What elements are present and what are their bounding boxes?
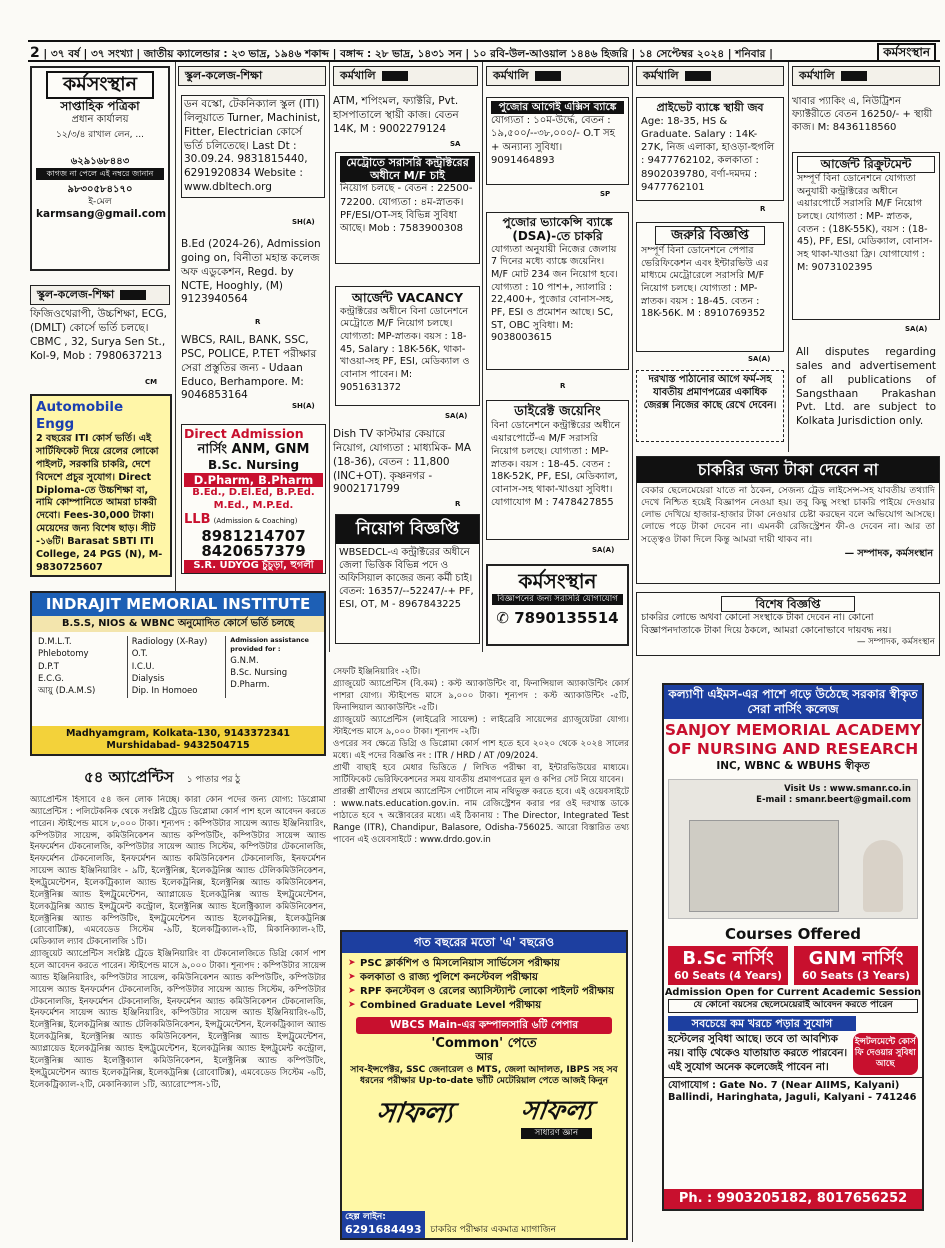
safal-wbcs: WBCS Main-এর কম্পালসারি ৬টি পেপার bbox=[356, 1017, 612, 1034]
exam-item: ➤ RPF কনস্টেবল ও রেলের অ্যাসিস্ট্যান্ট লোকো পাইলট পরীক্ষায় bbox=[348, 986, 615, 997]
automobile-body: 2 বছরের ITI কোর্স ভর্তি। এই সার্টিফিকেট দিয়ে রেলের লোকো পাইলট, সরকারি চাকরি, দেশে বিদেশে প্রচুর সুযোগ। Direct Diploma-তে উচ্চশিক্ষা বা, নামি কোম্পানিতে আমরা চাকরী দেবো। Fees-30,000 টাকা। মেয়েদের জন্য বিশেষ ছাড়। সীট -১৬টি। Barasat SBTI ITI College, 24 PGS (N), M-9830725607 bbox=[36, 432, 163, 574]
sanjoy-open2: যে কোনো বয়সের ছেলেমেয়েরাই আবেদন করতে পারেন bbox=[668, 999, 918, 1012]
course-item: D.Pharm. bbox=[230, 680, 270, 691]
apprentice-continued: সেফটি ইঞ্জিনিয়ারিং -২টি। গ্র্যাজুয়েট অ্যাপ্রেন্টিস (বি.কম) : কস্ট অ্যাকাউন্টিং বা, ফিনান্সিয়াল অ্যাকাউন্টিং কোর্স পাশরা যোগ্য। স্টাইপেন্ড মাসে ৯,০০০ টাকা। শূন্যপদ : কস্ট অ্যাকাউন্টিং -৫টি, ফিনান্সিয়াল অ্যাকাউন্টিং -৫টি। গ্র্যাজুয়েট অ্যাপ্রেন্টিস (লাইব্রেরি সায়েন্স) : লাইব্রেরি সায়েন্সের গ্র্যাজুয়েটরা যোগ্য। স্টাইপেন্ড মাসে ৯,০০০ টাকা। শূন্যপদ -২টি। ওপরের সব ক্ষেত্রে ডিগ্রি ও ডিপ্লোমা কোর্স পাশ হতে হবে ২০২০ থেকে ২০২৪ সালের মধ্যে। এই পদের বিজ্ঞপ্তি নং : ITR / HRD / AT /09/2024. প্রার্থী বাছাই হবে মেধার ভিত্তিতে / লিখিত পরীক্ষা বা, ইন্টারভিউয়ের মাধ্যমে। সার্টিফিকেট ভেরিফিকেশনের সময় যাবতীয় প্রমাণপত্রের মূল ও কপির সেট নিয়ে যাবেন। প্রারম্ভী প্রার্থীদের প্রথমে অ্যাপ্রেন্টিস পোর্টালে নাম নথিভুক্ত করতে হবে। এই ওয়েবসাইটে : www.nats.education.gov.in. নাম রেজিস্ট্রেশন করার পর ওই দরখাস্ত ডাকে পাঠাতে হবে ৭ অক্টোবরের মধ্যে। এই ঠিকানায় : The Director, Integrated Test Range (ITR), Chandipur, Balasore, Odisha-756025. আরো বিস্তারিত তথ্য পাবেন এই ওয়েবসাইটে : www.drdo.gov.in bbox=[333, 667, 629, 846]
warning-title: চাকরির জন্য টাকা দেবেন না bbox=[637, 457, 939, 483]
metro-body: নিয়োগ চলছে - বেতন : 22500-72200. যোগ্যতা : ৪ম-স্নাতক। PF/ESI/OT-সহ বিভিন্ন সুবিধা আছে। Mob : 7583900308 bbox=[340, 183, 473, 234]
indrajit-ad bbox=[30, 591, 326, 756]
indrajit-footer: Madhyamgram, Kolkata-130, 9143372341 Murshidabad- 9432504715 bbox=[32, 726, 324, 754]
course-item: আয়ু (D.A.M.S) bbox=[38, 686, 96, 697]
section-karm-col4: কর্মখালি bbox=[486, 66, 629, 86]
karm-ad-phone: ✆ 7890135514 bbox=[496, 608, 619, 627]
urgent-recruitment-ad bbox=[792, 152, 940, 320]
urgent-notice-ad bbox=[636, 222, 784, 352]
da-title: Direct Admission bbox=[184, 426, 304, 441]
header-dateline: | ৩৭ বর্ষ | ৩৭ সংখ্যা | জাতীয় ক্যালেন্ডার : ২৩ ভাদ্র, ১৯৪৬ শকাব্দ | বঙ্গাব্দ : ২৮ ভাদ্র, ১৪৩১ সন | ১০ রবি-উল-আওয়াল ১৪৪৬ হিজরি | ১৪ সেপ্টেম্বর ২০২৪ | শনিবার | bbox=[43, 48, 773, 60]
indrajit-sub: B.S.S, NIOS & WBNC অনুমোদিত কোর্সে ভর্তি চলছে bbox=[32, 616, 324, 632]
tag-saa4: SA(A) bbox=[905, 325, 928, 333]
masthead-email: karmsang@gmail.com bbox=[36, 207, 167, 220]
course-item: I.C.U. bbox=[131, 661, 155, 672]
masthead-phone2: ৯৮৩০৫৮৪১৭০ bbox=[67, 184, 133, 195]
sanjoy-course-boxes bbox=[664, 944, 922, 988]
arrow-icon: ➤ bbox=[348, 1000, 356, 1010]
section-karm-col6: কর্মখালি bbox=[792, 66, 940, 86]
niyog-body: WBSEDCL-এ কন্ট্রাক্টরের অধীনে জেলা ভিত্তিক বিভিন্ন পদে ও অফিসিয়াল কাজের জন্য কর্মী চাই। বেতন: 16357/--52247/-+ PF, ESI, OT, M - 8967843225 bbox=[339, 547, 474, 610]
section-school-col2: স্কুল-কলেজ-শিক্ষা bbox=[178, 66, 326, 86]
special-sign: — সম্পাদক, কর্মসংস্থান bbox=[856, 637, 935, 648]
special-body: চাকরির লোভে অথবা কোনো সংস্থাকে টাকা দেবেন না। কোনো বিজ্ঞাপনদাতাকে টাকা দিয়ে ঠকলে, আমরা কোনোভাবে দায়বদ্ধ নয়। bbox=[641, 612, 892, 636]
safal-ar: আর bbox=[475, 1052, 493, 1064]
direct-admission-ad bbox=[181, 424, 326, 574]
arrow-icon: ➤ bbox=[348, 972, 356, 982]
apprentice-heading: ৫৪ অ্যাপ্রেন্টিস ১ পাতার পর ঠু bbox=[84, 768, 241, 786]
masthead-note: কাগজ না পেলে এই নম্বরে জানান bbox=[36, 168, 164, 180]
xerox-note bbox=[636, 370, 784, 442]
tag-saa3: SA(A) bbox=[748, 355, 771, 363]
header-brand: কর্মসংস্থান bbox=[877, 43, 936, 62]
automobile-ad bbox=[30, 394, 172, 577]
special-title: বিশেষ বিজ্ঞপ্তি bbox=[721, 596, 855, 612]
dishtv-ad: Dish TV কাস্টমার কেয়ারে নিয়োগ, যোগ্যতা : মাধ্যমিক- MA (18-36), বেতন : 11,800 (INC+OT). কৃষ্ণনগর - 9002171799 bbox=[333, 428, 472, 496]
arrow-icon: ➤ bbox=[348, 986, 356, 996]
page-header bbox=[28, 40, 940, 62]
section-karm-col3: কর্মখালি bbox=[333, 66, 478, 86]
tag-saa1: SA(A) bbox=[445, 412, 468, 420]
recruit-body: সম্পূর্ণ বিনা ডোনেশনে যোগ্যতা অনুযায়ী কন্ট্রাক্টরের অধীনে এয়ারপোর্টে সরাসরি M/F নিয়োগ চলছে। যোগ্যতা : MP- স্নাতক, বেতন : (18K-55K), বয়স : (18-45), PF, ESI, মেডিক্যাল, বোনাস-সহ থাকা-খাওয়া ফ্রি। যোগাযোগ : M: 9073102395 bbox=[797, 173, 933, 273]
vacancy-body: কন্ট্রাক্টরের অধীনে বিনা ডোনেশনে মেট্রোতে M/F নিয়োগ চলছে। যোগ্যতা: MP-স্নাতক। বয়স : 18-45, Salary : 18K-56K, থাকা-খাওয়া-সহ PF, ESI, মেডিক্যাল ও বোনাস পাবেন। M: 9051631372 bbox=[340, 305, 470, 393]
sanjoy-hostel-row bbox=[664, 1031, 922, 1077]
course-item: G.N.M. bbox=[230, 655, 259, 666]
special-notice bbox=[636, 592, 940, 656]
course-item: E.C.G. bbox=[38, 673, 64, 684]
indrajit-col3: Admission assistance provided for : G.N.M. B.Sc. Nursing D.Pharm. bbox=[225, 636, 318, 698]
exam-item: ➤ PSC ক্লার্কশিপ ও মিসলেনিয়াস সার্ভিসেস পরীক্ষায় bbox=[348, 958, 560, 969]
da-line5: LLB (Admission & Coaching) bbox=[184, 512, 298, 528]
course-item: Dip. In Homoeo bbox=[131, 686, 198, 697]
gnm-course: GNM নার্সিং 60 Seats (3 Years) bbox=[794, 946, 918, 986]
dj-body: বিনা ডোনেশনে কন্ট্রাক্টরের অধীনে এয়ারপোর্টে-এ M/F সরাসরি নিয়োগ চলছে। যোগ্যতা : MP-স্নাতক। বয়স : 18-45. বেতন : 18K-52K, PF, ESI, মেডিক্যাল, বোনাস-সহ থাকা-খাওয়া সুবিধা। যোগাযোগ M : 7478427855 bbox=[491, 420, 621, 509]
course-item: B.Sc. Nursing bbox=[230, 668, 288, 679]
axis-bank-ad bbox=[486, 97, 629, 185]
course-item: D.M.L.T. bbox=[38, 636, 72, 647]
masthead-address: ১২/৩/৪ রাখাল লেন, ... bbox=[56, 130, 144, 141]
axis-body: যোগ্যতা : ১০ম-উর্দ্ধে, বেতন : ১৯,৫০০/--৩৮,০০০/- O.T সহ + অন্যান্য সুবিধা। 9091464893 bbox=[491, 115, 615, 166]
exam-item: ➤ Combined Graduate Level পরীক্ষায় bbox=[348, 1000, 542, 1011]
tag-r2: R bbox=[455, 500, 461, 508]
sanjoy-sticker: ইন্সটলমেন্টে কোর্স ফি দেওয়ার সুবিধা আছে bbox=[853, 1033, 918, 1075]
safal-footer bbox=[342, 1211, 626, 1238]
warning-sign: — সম্পাদক, কর্মসংস্থান bbox=[844, 547, 933, 559]
sanjoy-name2: OF NURSING AND RESEARCH bbox=[667, 740, 919, 759]
tag-r1: R bbox=[255, 318, 261, 326]
safal-title: গত বছরের মতো 'এ' বছরেও bbox=[342, 932, 626, 953]
axis-title: পুজোর আগেই এক্সিস ব্যাঙ্কে bbox=[491, 101, 624, 114]
indrajit-col2 bbox=[127, 636, 226, 698]
metro-title: মেট্রোতে সরাসরি কন্ট্রাক্টরের অধীনে M/F চাই bbox=[340, 156, 475, 182]
da-line3: D.Pharm, B.Pharm bbox=[184, 473, 323, 487]
da-line2: B.Sc. Nursing bbox=[207, 457, 300, 472]
automobile-title: Automobile Engg bbox=[36, 399, 124, 432]
masthead-sub: সাপ্তাহিক পত্রিকা bbox=[60, 98, 140, 113]
cbmc-ad: ফিজিওথেরাপী, উচ্চশিক্ষা, ECG, (DMLT) কোর্সে ভর্তি চলছে। CBMC , 32, Surya Sen St., Kol-9, Mob : 7980637213 bbox=[30, 308, 167, 362]
metro-ad bbox=[335, 152, 480, 264]
karm-ad-box bbox=[486, 564, 629, 646]
pbank-body: Age: 18-35, HS & Graduate. Salary : 14K-27K, নিজ এলাকা, হাওড়া-হুগলি : 9477762102, কলকাতা : 8902039780, বর্ণা-দমদম : 9477762101 bbox=[641, 115, 775, 193]
section-karm-col5: কর্মখালি bbox=[636, 66, 784, 86]
recruit-title: আর্জেন্ট রিক্রুটমেন্ট bbox=[797, 156, 935, 173]
section-school-col1: স্কুল-কলেজ-শিক্ষা bbox=[30, 285, 170, 305]
safal-ad bbox=[340, 930, 628, 1240]
sanjoy-address: যোগাযোগ : Gate No. 7 (Near AIIMS, Kalyani) Ballindi, Haringhata, Jaguli, Kalyani - 741246 bbox=[664, 1077, 922, 1106]
course-item: D.P.T bbox=[38, 661, 59, 672]
apprentice-body: অ্যাপ্রেন্টিস হিসাবে ৫৪ জন লোক নিচ্ছে। কারা কোন পদের জন্য যোগ্য: ডিপ্লোমা অ্যাপ্রেন্টিস : পলিটেকনিক থেকে সংশ্লিষ্ট ট্রেডে ডিপ্লোমা কোর্স পাশ হলে আবেদন করতে পারেন। স্টাইপেন্ড মাসে ৮,০০০ টাকা। শূন্যপদ : কম্পিউটার সায়েন্স অ্যান্ড ইঞ্জিনিয়ারিং, কম্পিউটার সায়েন্স, কমিউনিকেশন অ্যান্ড কম্পিউটিং, কম্পিউটার সায়েন্স অ্যান্ড ইনফর্মেশন টেকনোলজি, কম্পিউটার সায়েন্স অ্যান্ড সিস্টেম, কম্পিউটার টেকনোলজি, ইনফর্মেশন টেকনোলজি, ইনফর্মেশন অ্যান্ড কমিউনিকেশন টেকনোলজি, ইনফর্মেশন সায়েন্স অ্যান্ড ইঞ্জিনিয়ারিং - ৯টি, ইলেক্ট্রনিক্স, ইলেকট্রনিক্স অ্যান্ড টেলিকমিউনিকেশন, ইন্সট্রুমেন্টেশন, ইলেকট্রিক্যাল অ্যান্ড ইলেকট্রনিক্স, ইলেক্ট্রনিক্স অ্যান্ড কমিউনিকেশন, ইলেক্ট্রনিক্স অ্যান্ড ইন্সট্রুমেন্টেশন, অ্যাপ্লায়েড ইলেকট্রনিক্স অ্যান্ড ইন্সট্রুমেন্টেশন, ইলেকট্রনিক্স অ্যান্ড ইন্সট্রুমেন্ট কন্ট্রোল, ইলেক্ট্রনিক্স অ্যান্ড ইলেক্ট্রিক্যাল কমিউনিকেশন, ইলেক্ট্রনিক্স অ্যান্ড কম্পিউটিং, ইন্সট্রুমেন্টেশন অ্যান্ড ইলেকট্রনিক্স, ইলেকট্রনিক্স (রোবোটিক্স), এমবেডেড সিস্টেম -৯টি, ইলেকট্রিক্যাল-২টি, মিকানিক্যাল-২টি, মেডিক্যাল ল্যাব টেকনোলজি ১টি। গ্র্যাজুয়েট অ্যাপ্রেন্টিস সংশ্লিষ্ট ট্রেডে ইঞ্জিনিয়ারিং বা টেকনোলজিতে ডিগ্রি কোর্স পাশ হলে আবেদন করতে পারেন। স্টাইপেন্ড মাসে ৯,০০০ টাকা। শূন্যপদ : কম্পিউটার সায়েন্স অ্যান্ড ইঞ্জিনিয়ারিং, কম্পিউটার সায়েন্স, কমিউনিকেশন অ্যান্ড কম্পিউটিং, কম্পিউটার সায়েন্স অ্যান্ড ইনফর্মেশন টেকনোলজি, কম্পিউটার সায়েন্স অ্যান্ড সিস্টেম, কম্পিউটার টেকনোলজি, ইনফর্মেশন টেকনোলজি, ইনফর্মেশন অ্যান্ড কমিউনিকেশন টেকনোলজি, ইনফর্মেশন সায়েন্স অ্যান্ড ইঞ্জিনিয়ারিং, কম্পিউটার সায়েন্স অ্যান্ড ইঞ্জিনিয়ারিং-৬টি, ইলেক্ট্রনিক্স, ইলেকট্রনিক্স অ্যান্ড টেলিকমিউনিকেশন, ইন্সট্রুমেন্টেশন, ইলেকট্রিক্যাল অ্যান্ড ইলেকট্রনিক্স, ইলেক্ট্রনিক্স অ্যান্ড কমিউনিকেশন, ইলেক্ট্রনিক্স অ্যান্ড ইন্সট্রুমেন্টেশন, অ্যাপ্লায়েড ইলেকট্রনিক্স অ্যান্ড ইন্সট্রুমেন্টেশন, ইলেকট্রনিক্স অ্যান্ড ইন্সট্রুমেন্ট কন্ট্রোল, ইলেক্ট্রনিক্স অ্যান্ড ইলেক্ট্রিক্যাল কমিউনিকেশন, ইলেক্ট্রনিক্স অ্যান্ড কম্পিউটিং, ইন্সট্রুমেন্টেশন অ্যান্ড ইলেকট্রনিক্স, ইলেকট্রনিক্স (রোবোটিক্স), এমবেডেড সিস্টেম -৬টি, ইলেকট্রিক্যাল-২টি, মেকানিক্যাল ১টি, অ্যারোস্পেস-১টি, bbox=[30, 795, 326, 1090]
karm-ad-sub: বিজ্ঞাপনের জন্য সরাসরি যোগাযোগ bbox=[492, 594, 623, 605]
phone-icon: ✆ bbox=[496, 608, 509, 627]
safal-logo1: সাফল্য bbox=[374, 1096, 456, 1130]
dsa-ad bbox=[486, 212, 629, 370]
tag-sha: SH(A) bbox=[292, 218, 315, 226]
packing-ad: খাবার প্যাকিং এ, নিউট্রিশন ফ্যাক্টরীতে বেতন 16250/- + স্থায়ী কাজ। M: 8436118560 bbox=[792, 96, 933, 134]
dsa-body: যোগ্যতা অনুযায়ী নিজের জেলায় 7 দিনের মধ্যে ব্যাঙ্কে জয়েনিং। M/F মোট 234 জন নিয়োগ হবে। যোগ্যতা : 10 পাশ+, স্যালারি : 22,400+, পুজোর বোনাস-সহ, PF, ESI ও প্রমোশন আছে। SC, ST, OBC সুবিধা। M: 9038003615 bbox=[491, 243, 618, 344]
dsa-title: পুজোর ভ্যাকেন্সি ব্যাঙ্কে (DSA)-তে চাকরি bbox=[502, 215, 613, 243]
udaan-ad: WBCS, RAIL, BANK, SSC, PSC, POLICE, P.TET পরীক্ষার সেরা প্রস্তুতির জন্য - Udaan Educo, Berhampore. M: 9046853164 bbox=[181, 334, 317, 402]
bed-ad: B.Ed (2024-26), Admission going on, বিনীতা মহান্ত কলেজ অফ এডুকেশন, Regd. by NCTE, Hooghly, (M) 9123940564 bbox=[181, 238, 321, 306]
nurse-image bbox=[863, 840, 903, 912]
sanjoy-ad bbox=[662, 683, 924, 1211]
sanjoy-affil: INC, WBNC & WBUHS স্বীকৃত bbox=[716, 759, 870, 772]
indrajit-title: INDRAJIT MEMORIAL INSTITUTE bbox=[32, 593, 324, 616]
course-item: Phlebotomy bbox=[38, 649, 89, 660]
college-photo bbox=[668, 779, 918, 919]
sanjoy-courses: Courses Offered bbox=[724, 924, 862, 943]
sanjoy-visit: Visit Us : www.smanr.co.in bbox=[784, 783, 911, 794]
xerox-body: দরখাস্ত পাঠানোর আগে ফর্ম-সহ যাবতীয় প্রমাণপত্রের একাধিক জেরক্স নিজের কাছে রেখে দেবেন। bbox=[643, 374, 777, 411]
tag-sha2: SH(A) bbox=[292, 402, 315, 410]
course-item: O.T. bbox=[131, 649, 148, 660]
tag-saa2: SA(A) bbox=[592, 546, 615, 554]
urgent-title: জরুরি বিজ্ঞপ্তি bbox=[655, 226, 765, 245]
da-footer: S.R. UDYOG চুঁচুড়া, হুগলী bbox=[184, 560, 323, 573]
safal-logos bbox=[342, 1095, 626, 1138]
sanjoy-open: Admission Open for Current Academic Session bbox=[664, 987, 922, 999]
dj-title: ডাইরেক্ট জয়েনিং bbox=[514, 404, 601, 419]
course-item: Radiology (X-Ray) bbox=[131, 636, 208, 647]
building-image bbox=[689, 820, 839, 912]
tag-sa1: SA bbox=[450, 140, 461, 148]
course-item: Dialysis bbox=[131, 673, 165, 684]
page-number: 2 bbox=[30, 45, 40, 61]
private-bank-ad bbox=[636, 97, 784, 201]
masthead-box bbox=[30, 66, 170, 271]
da-line1: নার্সিং ANM, GNM bbox=[197, 441, 310, 457]
safal-sub: সাব-ইন্সপেক্টর, SSC জেনারেল ও MTS, জেলা আদালত, IBPS সহ সব ধরনের পরীক্ষার Up-to-date ভাঁটি মেটেরিয়াল পেতে আজই কিনুন bbox=[350, 1064, 618, 1087]
sanjoy-name1: SANJOY MEMORIAL ACADEMY bbox=[664, 721, 922, 739]
arrow-icon: ➤ bbox=[348, 958, 356, 968]
warning-body: বেকার ছেলেমেয়েরা যাতে না ঠকেন, সেজন্য ট্রেড লাইসেন্স-সহ যাবতীয় তথ্যাদি দেখে নিশ্চিত হয়েই বিজ্ঞাপন নেওয়া হয়। তবু কিছু সংস্থা চাকরি পাইয়ে দেওয়ার লোভ দেখিয়ে হাজার-হাজার টাকা নেওয়ার চেষ্টা করছেন বলে অভিযোগ আসছে। লোভে পড়ে টাকা দেবেন না। এমনকী রেজিস্ট্রেশন ফী-ও দেবেন না। আর তা সত্ত্বেও টাকা দিলে কিন্তু আমরা দায়ী থাকব না। bbox=[641, 485, 935, 545]
sanjoy-hostel: হস্টেলের সুবিধা আছে। তবে তা আবশ্যিক নয়। বাড়ি থেকেও যাতায়াত করতে পারবেন। এই সুযোগ অনেক কলেজেই পাবেন না। bbox=[668, 1033, 848, 1074]
karm-ad-title: কর্মসংস্থান bbox=[518, 569, 597, 593]
sanjoy-phone: Ph. : 9903205182, 8017656252 bbox=[664, 1189, 922, 1209]
safal-list bbox=[342, 953, 626, 1017]
masthead-office: প্রধান কার্যালয় bbox=[71, 113, 129, 125]
jurisdiction-note: All disputes regarding sales and advertisement of all publications of Sangsthaan Prakashan Pvt. Ltd. are subject to Kolkata Jurisdiction only. bbox=[796, 346, 936, 428]
safal-logo2: সাফল্য সাধারণ জ্ঞান bbox=[518, 1096, 594, 1138]
bsc-course: B.Sc নার্সিং 60 Seats (4 Years) bbox=[668, 946, 788, 986]
tag-cm: CM bbox=[145, 378, 158, 386]
masthead-phone: ৬২৯১৬৮৪৪৩ bbox=[70, 155, 130, 167]
pbank-title: প্রাইভেট ব্যাঙ্কে স্থায়ী জব bbox=[656, 101, 764, 114]
donbosco-ad: ডন বস্কো, টেকনিক্যাল স্কুল (ITI) লিলুয়াতে Turner, Machinist, Fitter, Electrician কোর্সে ভর্তি চলিতেছে। Last Dt : 30.09.24. 9831815440, 6291920834 Website : www.dbltech.org bbox=[181, 95, 325, 198]
safal-common: 'Common' পেতে bbox=[431, 1036, 537, 1052]
masthead-title: কর্মসংস্থান bbox=[46, 71, 154, 99]
sanjoy-cheap: সবচেয়ে কম খরচে পড়ার সুযোগ bbox=[668, 1016, 856, 1032]
no-money-warning bbox=[636, 456, 940, 584]
sanjoy-email: E-mail : smanr.beert@gmail.com bbox=[756, 794, 911, 805]
da-phone1: 8981214707 bbox=[201, 526, 306, 545]
masthead-email-label: ই-মেল bbox=[88, 196, 112, 207]
indrajit-col1 bbox=[38, 636, 127, 698]
safal-tagline: চাকরির পরীক্ষার একমাত্র ম্যাগাজিন bbox=[430, 1224, 556, 1235]
vacancy-title: আর্জেন্ট VACANCY bbox=[351, 290, 463, 305]
exam-item: ➤ কলকাতা ও রাজ্য পুলিশে কনস্টেবল পরীক্ষায় bbox=[348, 972, 538, 983]
indrajit-courses bbox=[32, 632, 324, 702]
niyog-title: নিয়োগ বিজ্ঞপ্তি bbox=[336, 515, 479, 544]
tag-r4: R bbox=[760, 205, 766, 213]
atm-ad: ATM, শপিংমল, ফ্যাক্টরি, Pvt. হাসপাতালে স্থায়ী কাজ। বেতন 14K, M : 9002279124 bbox=[333, 95, 459, 135]
da-line4: B.Ed., D.El.Ed, B.P.Ed. M.Ed., M.P.Ed. bbox=[192, 487, 315, 511]
da-phone2: 8420657379 bbox=[201, 542, 306, 561]
direct-joining-ad bbox=[486, 400, 629, 540]
sanjoy-banner: কল্যাণী এইমস-এর পাশে গড়ে উঠেছে সরকার স্বীকৃত সেরা নার্সিং কলেজ bbox=[664, 685, 922, 719]
urgent-vacancy-ad bbox=[335, 286, 480, 406]
urgent-body: সম্পূর্ণ বিনা ডোনেশনে পেপার ভেরিফিকেশন এবং ইন্টারভিউ এর মাধ্যমে মেট্রোরেলে সরাসরি M/F নিয়োগ চলছে। যোগ্যতা : MP-স্নাতক। বয়স : 18-45. বেতন : 18K-56K. M : 8910769352 bbox=[641, 244, 769, 320]
tag-r3: R bbox=[560, 382, 566, 390]
safal-helpline: হেল্প লাইন: 6291684493 bbox=[342, 1211, 425, 1238]
niyog-ad bbox=[335, 514, 480, 644]
tag-sp: SP bbox=[600, 190, 611, 198]
